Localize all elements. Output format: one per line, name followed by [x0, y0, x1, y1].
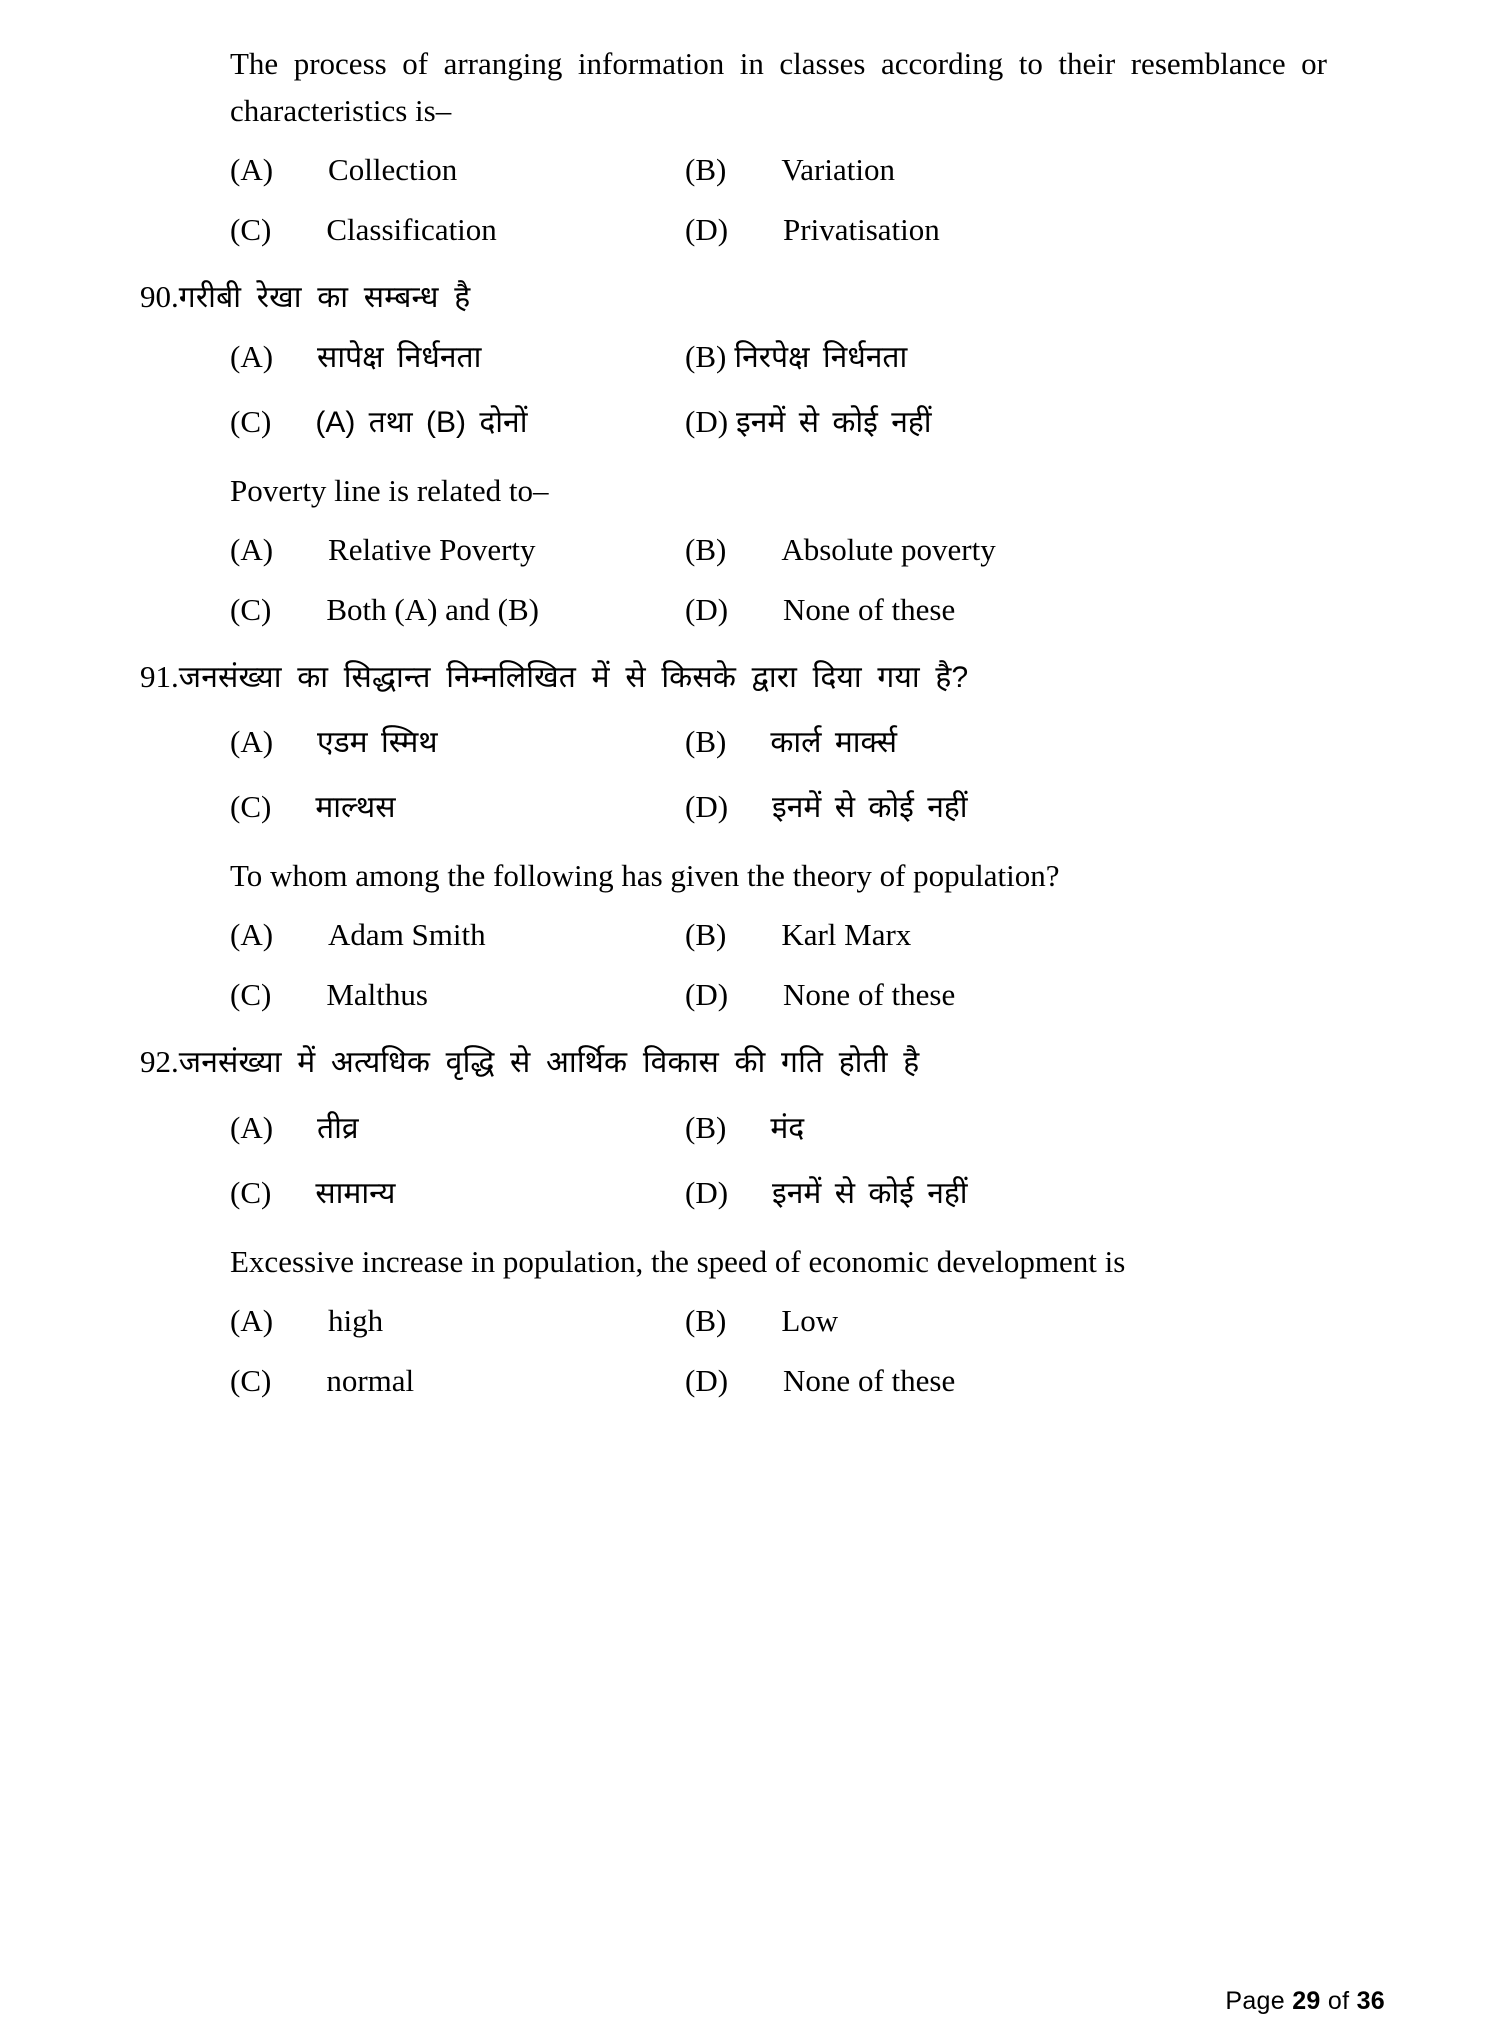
option-key: (A): [230, 724, 274, 760]
option-d[interactable]: [685, 592, 1385, 628]
option-d[interactable]: [685, 212, 1385, 248]
option-key: (C): [230, 1174, 272, 1210]
option-c[interactable]: [230, 212, 685, 248]
option-key: (C): [230, 977, 272, 1013]
option-key: (B): [685, 531, 727, 567]
option-c[interactable]: [230, 785, 685, 826]
options-q90-hi: [185, 335, 1385, 441]
option-c[interactable]: [230, 977, 685, 1013]
options-q90-en: [185, 532, 1385, 628]
option-d[interactable]: [685, 400, 1385, 441]
option-row: [230, 400, 1385, 441]
question-number: 91.: [140, 658, 179, 694]
option-a[interactable]: [230, 917, 685, 953]
option-key: (A): [230, 531, 274, 567]
option-row: [230, 212, 1385, 248]
option-label: माल्थस: [315, 791, 396, 825]
page-footer: [1225, 1987, 1385, 2016]
option-label: normal: [326, 1363, 415, 1399]
option-key: (A): [230, 338, 274, 374]
option-row: [230, 917, 1385, 953]
option-key: (B): [685, 338, 727, 374]
option-d[interactable]: [685, 1363, 1385, 1399]
option-key: (A): [230, 1303, 274, 1339]
option-key: (B): [685, 1109, 727, 1145]
option-a[interactable]: [230, 152, 685, 188]
question-stem-q91-en: To whom among the following has given the theory of population?: [230, 858, 1060, 894]
question-stem-q90-hi: [140, 274, 1385, 321]
footer-total-pages: 36: [1356, 1987, 1385, 2015]
option-key: (B): [685, 917, 727, 953]
option-row: [230, 1171, 1385, 1212]
option-key: (A): [230, 917, 274, 953]
option-b[interactable]: [685, 335, 1385, 376]
option-key: (C): [230, 591, 272, 627]
option-key: (C): [230, 212, 272, 248]
option-a[interactable]: [230, 335, 685, 376]
option-label: Malthus: [326, 977, 428, 1013]
option-label: (A) तथा (B) दोनों: [315, 405, 528, 439]
option-key: (D): [685, 403, 729, 439]
option-key: (D): [685, 789, 729, 825]
option-row: [230, 335, 1385, 376]
option-label: सामान्य: [315, 1176, 396, 1210]
option-label: Low: [781, 1303, 839, 1339]
option-a[interactable]: [230, 1106, 685, 1147]
question-stem-q91-hi: [140, 654, 1385, 701]
option-label: Absolute poverty: [781, 531, 996, 567]
option-label: Variation: [781, 152, 895, 188]
option-row: [230, 1106, 1385, 1147]
option-label: कार्ल मार्क्स: [770, 726, 897, 760]
option-label: तीव्र: [317, 1111, 359, 1145]
option-c[interactable]: [230, 592, 685, 628]
option-label: इनमें से कोई नहीं: [736, 405, 932, 439]
option-row: [230, 977, 1385, 1013]
options-q91-hi: [185, 720, 1385, 826]
option-b[interactable]: [685, 1303, 1385, 1339]
option-c[interactable]: [230, 1363, 685, 1399]
option-key: (B): [685, 152, 727, 188]
option-row: [230, 785, 1385, 826]
option-label: Collection: [328, 152, 458, 188]
options-q92-hi: [185, 1106, 1385, 1212]
option-row: [230, 532, 1385, 568]
question-text: गरीबी रेखा का सम्बन्ध है: [178, 281, 471, 315]
option-label: None of these: [783, 1363, 956, 1399]
option-c[interactable]: [230, 400, 685, 441]
option-b[interactable]: [685, 532, 1385, 568]
footer-prefix: Page: [1225, 1987, 1285, 2015]
option-label: निरपेक्ष निर्धनता: [734, 340, 908, 374]
option-key: (B): [685, 724, 727, 760]
option-d[interactable]: [685, 785, 1385, 826]
option-label: Adam Smith: [328, 917, 486, 953]
option-c[interactable]: [230, 1171, 685, 1212]
footer-middle: of: [1327, 1987, 1350, 2015]
question-stem-q90-en: Poverty line is related to–: [230, 472, 549, 508]
option-label: Privatisation: [783, 212, 940, 248]
question-text: जनसंख्या का सिद्धान्त निम्नलिखित में से किसके द्वारा दिया गया है?: [178, 660, 969, 694]
options-q89-en: [185, 152, 1385, 248]
option-key: (D): [685, 591, 729, 627]
option-key: (C): [230, 403, 272, 439]
question-number: 90.: [140, 279, 179, 315]
footer-current-page: 29: [1292, 1987, 1321, 2015]
option-row: [230, 720, 1385, 761]
option-label: None of these: [783, 591, 956, 627]
option-label: Classification: [326, 212, 497, 248]
options-q92-en: [185, 1303, 1385, 1399]
option-key: (D): [685, 1174, 729, 1210]
option-label: इनमें से कोई नहीं: [772, 1176, 968, 1210]
question-stem-q92-en: Excessive increase in population, the speed of economic development is: [230, 1243, 1126, 1279]
option-a[interactable]: [230, 532, 685, 568]
option-row: [230, 152, 1385, 188]
option-label: Karl Marx: [781, 917, 912, 953]
option-key: (D): [685, 977, 729, 1013]
option-key: (A): [230, 152, 274, 188]
question-number: 92.: [140, 1044, 179, 1080]
option-row: [230, 592, 1385, 628]
option-b[interactable]: [685, 720, 1385, 761]
option-label: high: [328, 1303, 384, 1339]
option-b[interactable]: [685, 152, 1385, 188]
option-d[interactable]: [685, 977, 1385, 1013]
options-q91-en: [185, 917, 1385, 1013]
option-row: [230, 1303, 1385, 1339]
option-key: (B): [685, 1303, 727, 1339]
option-row: [230, 1363, 1385, 1399]
option-label: Both (A) and (B): [326, 591, 539, 627]
option-key: (D): [685, 212, 729, 248]
option-b[interactable]: [685, 917, 1385, 953]
option-d[interactable]: [685, 1171, 1385, 1212]
option-key: (C): [230, 789, 272, 825]
option-a[interactable]: [230, 1303, 685, 1339]
question-stem-q89-en: The process of arranging information in classes according to their resemblance or characteristics is–: [230, 46, 1327, 129]
option-label: None of these: [783, 977, 956, 1013]
option-label: Relative Poverty: [328, 531, 536, 567]
question-text: जनसंख्या में अत्यधिक वृद्धि से आर्थिक विकास की गति होती है: [178, 1046, 920, 1080]
option-label: एडम स्मिथ: [317, 726, 438, 760]
option-key: (A): [230, 1109, 274, 1145]
option-a[interactable]: [230, 720, 685, 761]
option-label: इनमें से कोई नहीं: [772, 791, 968, 825]
option-label: मंद: [770, 1111, 805, 1145]
option-key: (C): [230, 1363, 272, 1399]
option-label: सापेक्ष निर्धनता: [317, 340, 482, 374]
option-key: (D): [685, 1363, 729, 1399]
option-b[interactable]: [685, 1106, 1385, 1147]
question-stem-q92-hi: [140, 1039, 1385, 1086]
